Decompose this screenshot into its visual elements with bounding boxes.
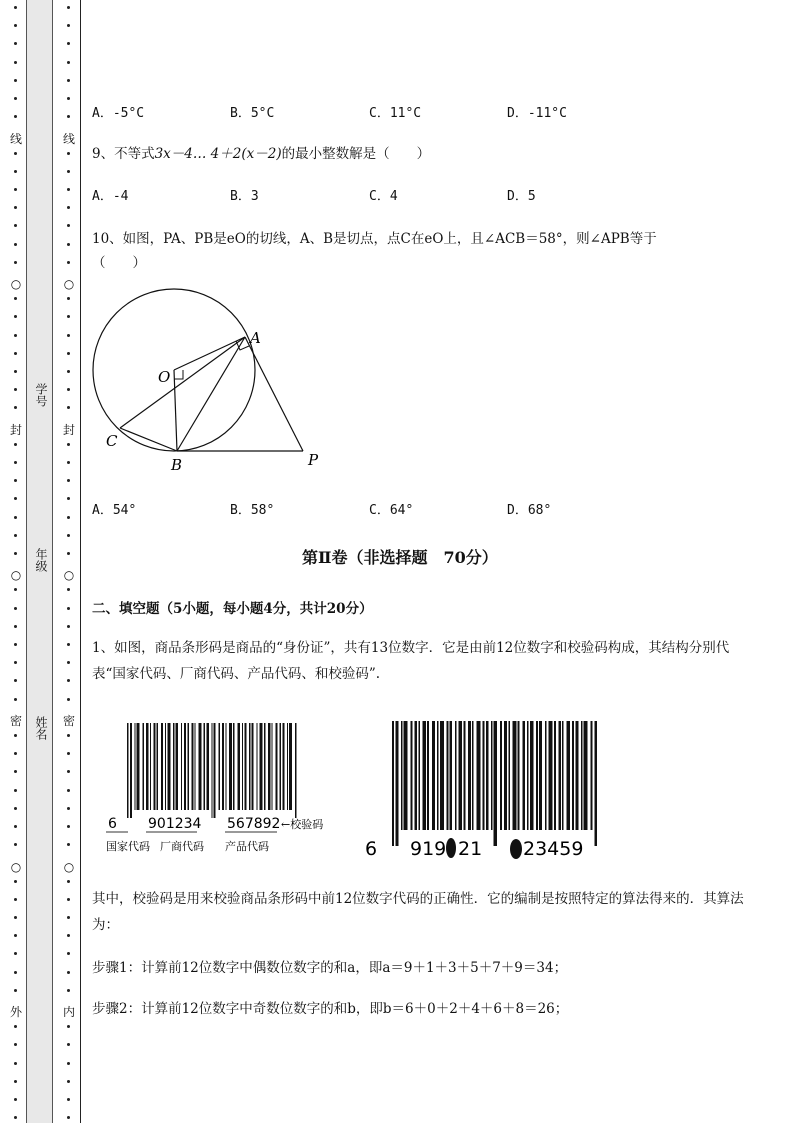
margin-dot [14,334,17,337]
barcode-figure [92,0,612,870]
margin-dot [67,188,70,191]
barcode-bar [146,723,149,810]
margin-dot [14,607,17,610]
barcode-bar [468,721,471,830]
q10-option-d: D．68° [507,503,552,518]
margin-dot [67,898,70,901]
label-c: C [106,432,118,450]
margin-dot [14,388,17,391]
barcode-bar [143,723,145,810]
inner-label-circle-1: ○ [61,277,77,291]
label-a: A [250,329,261,347]
barcode-bar [477,721,481,830]
margin-dot [67,770,70,773]
barcode-bar [199,723,202,810]
margin-dot [67,406,70,409]
margin-dot [67,516,70,519]
margin-dot [14,934,17,937]
part2-title: 第Ⅱ卷（非选择题 70分） [302,548,498,567]
barcode-bar [295,723,297,818]
bc-left-manufacturer: 901234 [148,816,202,832]
margin-dot [67,607,70,610]
margin-dot [14,752,17,755]
outer-label-circle-1: ○ [8,277,24,291]
margin-dot [67,934,70,937]
label-p: P [308,451,319,469]
barcode-bar [212,723,213,818]
barcode-bar [491,721,493,830]
barcode-bar [289,723,292,810]
margin-dot [67,497,70,500]
q9-option-a: A．-4 [92,189,129,204]
barcode-bar [222,723,224,810]
barcode-bar [504,721,507,830]
barcode-bar [184,723,186,810]
barcode-bar [157,723,159,810]
barcode-bar [455,721,457,830]
barcode-bar [415,721,418,830]
barcode-bar [264,723,266,810]
margin-dot [14,188,17,191]
barcode-bar [268,723,271,810]
barcode-bar [176,723,179,810]
margin-dot [14,243,17,246]
barcode-bar [539,721,542,830]
margin-dot [14,989,17,992]
margin-dot [14,406,17,409]
margin-dot [67,370,70,373]
fill1-step1: 步骤1：计算前12位数字中偶数位数字的和a，即a＝9＋1＋3＋5＋7＋9＝34； [92,960,568,976]
margin-dot [67,42,70,45]
bc-left-country: 6 [108,816,117,832]
margin-dot [14,24,17,27]
margin-dot [14,1116,17,1119]
q9-option-c: C．4 [369,189,398,204]
q10-option-a: A．54° [92,503,137,518]
margin-dot [14,843,17,846]
margin-dot [14,6,17,9]
barcode-bar [260,723,263,810]
label-o: O [158,368,171,386]
barcode-bar [401,721,403,830]
barcode-bar [591,721,593,830]
margin-dot [14,789,17,792]
margin-dot [14,206,17,209]
bc-caption-country: 国家代码 [106,840,150,853]
margin-dot [14,770,17,773]
margin-dot [67,461,70,464]
barcode-bar [554,721,556,830]
barcode-bar [249,723,251,810]
fill1-intro: 1、如图，商品条形码是商品的“身份证”，共有13位数字．它是由前12位数字和校验码构成，其结构分别代表“国家代码、厂商代码、产品代码、和校验码”. [92,640,730,682]
margin-dot [67,588,70,591]
margin-dot [67,880,70,883]
margin-dot [14,825,17,828]
barcode-bar [161,723,163,810]
outer-label-mi: 密 [9,714,22,728]
barcode-bar [226,723,227,810]
margin-dot [14,952,17,955]
margin-dot [67,1116,70,1119]
bc-right-smudge-1 [446,838,456,858]
barcode-bar [595,721,598,846]
barcode-bar [181,723,182,810]
barcode-bar [272,723,273,810]
barcode-bar [459,721,463,830]
barcode-bar [242,723,243,810]
barcode-bar [219,723,221,810]
barcode-bar [419,721,421,830]
barcode-bar [494,721,498,846]
margin-dot [67,1025,70,1028]
barcode-bar [188,723,190,810]
margin-dot [14,1098,17,1101]
barcode-bar [536,721,538,830]
barcode-bar [559,721,562,830]
outer-label-xian: 线 [9,132,22,146]
margin-dot [67,224,70,227]
margin-dot [14,807,17,810]
bc-check-label: ←校验码 [281,818,324,831]
part2-subtitle: 二、填空题（5小题，每小题4分，共计20分） [92,601,373,617]
bc-right-mid2: 21 [458,838,483,860]
barcode-bar [527,721,529,830]
bc-left-product: 567892 [227,816,281,832]
q9-option-b: B．3 [230,189,259,204]
margin-dot [14,352,17,355]
margin-dot [67,206,70,209]
margin-dot [14,661,17,664]
margin-dot [14,315,17,318]
barcode-bar [135,723,136,810]
barcode-bar [287,723,288,810]
margin-dot [67,6,70,9]
margin-dot [14,1080,17,1083]
margin-dot [14,916,17,919]
barcode-bar [483,721,485,830]
barcode-bar [437,721,439,830]
barcode-right-bars [392,721,597,846]
barcode-bar [447,721,449,830]
barcode-bar [567,721,571,830]
barcode-bar [545,721,547,830]
margin-dot [67,388,70,391]
barcode-bar [572,721,574,830]
field-student-id: 学号 [34,383,48,407]
margin-dot [14,97,17,100]
margin-dot [14,61,17,64]
barcode-bar [173,723,175,810]
barcode-bar [423,721,427,830]
margin-dot [14,643,17,646]
barcode-bar [549,721,553,830]
margin-dot [67,552,70,555]
barcode-bar [238,723,241,810]
barcode-bar [472,721,474,830]
margin-dot [14,79,17,82]
barcode-bar [427,721,429,830]
margin-dot [67,334,70,337]
barcode-bar [404,721,408,830]
inner-label-circle-3: ○ [61,860,77,874]
barcode-bar [450,721,453,830]
margin-dot [67,79,70,82]
bc-right-smudge-2 [510,839,522,859]
outer-label-circle-3: ○ [8,860,24,874]
margin-dot [14,734,17,737]
margin-dot [14,1025,17,1028]
margin-dot [14,1043,17,1046]
q9-prefix: 9、不等式 [92,146,155,162]
margin-dot [67,243,70,246]
margin-dot [67,152,70,155]
barcode-bar [168,723,171,810]
fill1-step2: 步骤2：计算前12位数字中奇数位数字的和b，即b＝6＋0＋2＋4＋6＋8＝26； [92,1001,569,1017]
margin-dot [14,625,17,628]
q8-option-d: D．-11°C [507,106,567,121]
barcode-bar [276,723,278,810]
barcode-bar [229,723,232,810]
barcode-bar [192,723,194,810]
bc-caption-manufacturer: 厂商代码 [160,840,204,853]
q9-option-d: D．5 [507,189,536,204]
inner-label-mi: 密 [62,714,75,728]
barcode-bar [396,721,399,846]
field-grade: 年级 [34,548,48,572]
margin-dot [67,1080,70,1083]
barcode-bar [207,723,210,810]
outer-label-circle-2: ○ [8,568,24,582]
barcode-bar [165,723,166,810]
margin-dot [14,497,17,500]
q8-option-c: C．11°C [369,106,422,121]
binding-margin [0,0,84,1123]
margin-dot [14,152,17,155]
field-name: 姓名 [34,716,48,740]
inner-label-nei: 内 [62,1005,75,1019]
margin-dot [14,1062,17,1065]
margin-dot [14,443,17,446]
margin-dot [67,352,70,355]
outer-label-feng: 封 [9,423,22,437]
margin-dot [14,552,17,555]
margin-dot [14,261,17,264]
margin-dot [67,843,70,846]
inner-label-feng: 封 [62,423,75,437]
barcode-bar [245,723,247,810]
barcode-bar [432,721,435,830]
margin-dot [14,516,17,519]
margin-dot [67,661,70,664]
inner-label-circle-2: ○ [61,568,77,582]
barcode-bar [486,721,489,830]
q10-stem: 10、如图，PA、PB是eO的切线，A、B是切点，点C在eO上，且∠ACB＝58°，则∠APB等于 [92,231,657,247]
barcode-bar [440,721,444,830]
q10-option-c: C．64° [369,503,414,518]
dot-column-inner [63,0,75,1123]
bc-right-first: 6 [365,838,378,860]
margin-dot [67,61,70,64]
barcode-bar [509,721,511,830]
barcode-bar [513,721,517,830]
barcode-bar [523,721,526,830]
margin-dot [67,679,70,682]
margin-dot [67,734,70,737]
bc-right-middle: 919 [410,838,447,860]
margin-rule [80,0,81,1123]
barcode-bar [392,721,394,846]
margin-dot [67,24,70,27]
margin-dot [14,370,17,373]
margin-dot [14,880,17,883]
margin-dot [67,698,70,701]
margin-dot [14,898,17,901]
outer-label-wai: 外 [9,1005,22,1019]
margin-dot [14,461,17,464]
margin-dot [67,297,70,300]
barcode-bar [150,723,151,810]
margin-dot [67,625,70,628]
barcode-bar [584,721,588,830]
barcode-bar [252,723,254,810]
barcode-bar [562,721,564,830]
margin-dot [67,807,70,810]
bc-caption-product: 产品代码 [225,840,269,853]
margin-dot [14,42,17,45]
q8-option-b: B．5°C [230,106,275,121]
barcode-bar [411,721,413,830]
barcode-bar [204,723,206,810]
barcode-bar [530,721,534,830]
margin-dot [67,952,70,955]
barcode-bar [127,723,129,818]
margin-dot [14,479,17,482]
margin-dot [14,224,17,227]
barcode-bar [195,723,196,810]
barcode-bar [464,721,466,830]
barcode-bar [154,723,156,810]
barcode-bar [280,723,282,810]
q10-option-b: B．58° [230,503,275,518]
barcode-bar [283,723,285,810]
margin-dot [67,479,70,482]
barcode-left-bars [127,723,297,818]
margin-dot [67,1098,70,1101]
margin-dot [67,170,70,173]
barcode-bar [518,721,520,830]
margin-dot [67,1062,70,1065]
margin-dot [67,916,70,919]
barcode-bar [581,721,583,830]
margin-dot [67,643,70,646]
label-b: B [171,456,183,474]
margin-dot [67,752,70,755]
barcode-bar [500,721,502,830]
q9-suffix: 的最小整数解是（ ） [281,146,431,162]
margin-dot [14,588,17,591]
bc-right-last: 23459 [523,838,584,860]
margin-dot [67,789,70,792]
dot-column-outer [10,0,22,1123]
margin-dot [67,825,70,828]
barcode-bar [233,723,235,810]
margin-dot [14,297,17,300]
inner-label-xian: 线 [62,132,75,146]
barcode-bar [137,723,140,810]
margin-dot [67,97,70,100]
margin-dot [14,698,17,701]
margin-dot [14,170,17,173]
fill1-explain: 其中，校验码是用来校验商品条形码中前12位数字代码的正确性．它的编制是按照特定的算法得来的．其算法为： [92,891,744,933]
barcode-bar [214,723,216,818]
margin-dot [14,679,17,682]
q9-inequality: 3x－4… 4＋2(x－2) [154,146,282,162]
margin-dot [67,443,70,446]
margin-dot [67,534,70,537]
barcode-bar [257,723,258,810]
q8-option-a: A．-5°C [92,106,145,121]
margin-dot [67,115,70,118]
margin-dot [67,261,70,264]
barcode-bar [576,721,579,830]
margin-dot [67,1043,70,1046]
margin-dot [67,315,70,318]
margin-dot [14,115,17,118]
margin-dot [14,534,17,537]
margin-dot [67,971,70,974]
margin-dot [67,989,70,992]
margin-dot [14,971,17,974]
q10-paren: （ ） [92,255,146,271]
barcode-bar [130,723,132,818]
